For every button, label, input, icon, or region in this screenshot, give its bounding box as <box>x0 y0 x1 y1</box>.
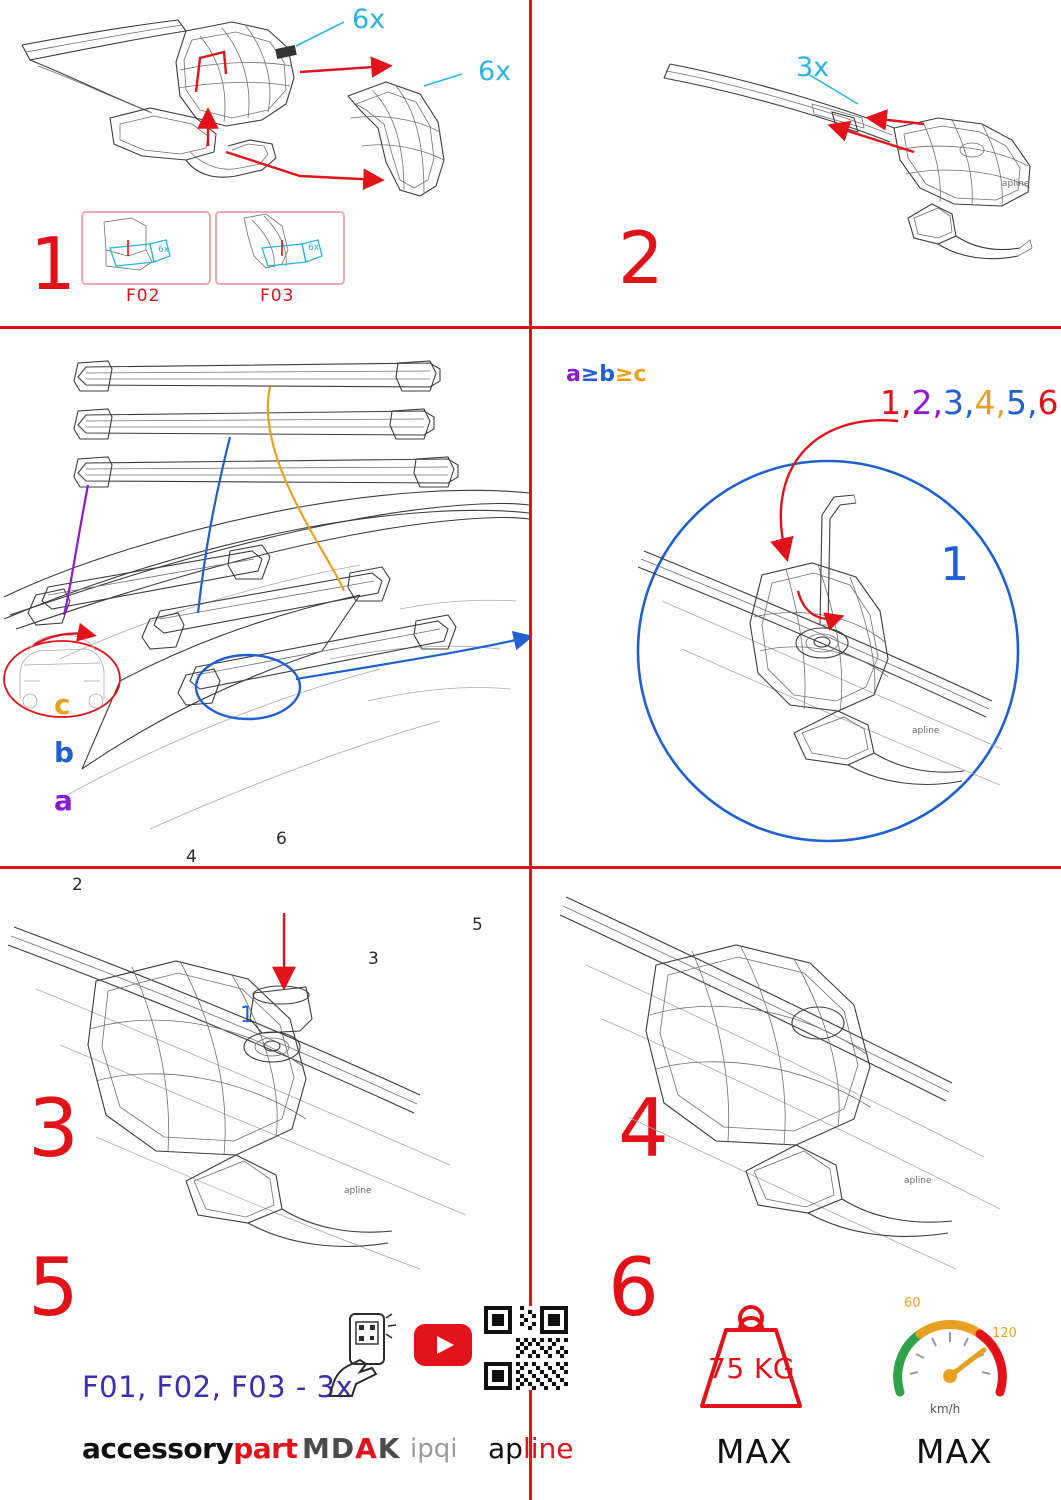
brand-apline-prefix: ap <box>488 1432 523 1465</box>
position-number-3: 3 <box>368 949 379 969</box>
qr-code-icon[interactable] <box>484 1306 568 1390</box>
step6-illustration <box>532 869 1061 1269</box>
qr-scan-hand-icon <box>326 1312 398 1398</box>
panel-step-2 <box>532 0 1061 326</box>
position-number-6: 6 <box>276 829 287 849</box>
step-number-6: 6 <box>608 1241 658 1334</box>
step-number-3: 3 <box>28 1082 78 1175</box>
brand-mdak-highlight: A <box>355 1432 378 1465</box>
tightening-sequence: 1,2,3,4,5,6 <box>880 383 1059 422</box>
panel-step-1 <box>0 0 529 326</box>
bar-letter-c: c <box>54 688 71 721</box>
speed-unit-label: km/h <box>930 1402 961 1416</box>
qty-label-6x-top: 6x <box>352 4 386 35</box>
youtube-icon[interactable] <box>414 1324 472 1366</box>
panel-step-5 <box>0 869 529 1269</box>
bar-length-inequality: a≥b≥c <box>566 362 647 387</box>
position-number-2: 2 <box>72 875 83 895</box>
brand-accessorypart <box>82 1432 297 1465</box>
svg-text:6x: 6x <box>308 243 320 253</box>
panel-step-3 <box>0 329 529 1175</box>
step-number-5: 5 <box>28 1241 78 1334</box>
weight-limit-value: 75 KG <box>708 1352 796 1385</box>
step4-callout-number: 1 <box>940 537 970 591</box>
part-code-f02: F02 <box>126 286 161 306</box>
bar-letter-b: b <box>54 736 75 769</box>
speed-max-label: MAX <box>916 1432 993 1471</box>
brand-apline-highlight: line <box>522 1432 574 1465</box>
position-number-5: 5 <box>472 915 483 935</box>
part-code-f03: F03 <box>260 286 295 306</box>
svg-text:apline: apline <box>912 726 940 736</box>
brand-accessorypart-highlight: part <box>233 1432 298 1465</box>
bar-letter-a: a <box>54 784 73 817</box>
parts-required-label: F01, F02, F03 - 3x <box>82 1370 354 1404</box>
svg-text:apline: apline <box>904 1176 932 1186</box>
step-number-4: 4 <box>618 1082 668 1175</box>
svg-text:apline: apline <box>1002 179 1030 189</box>
position-number-1: 1 <box>240 1003 254 1028</box>
brand-mdak-prefix: MD <box>302 1432 356 1465</box>
step-number-2: 2 <box>618 216 663 300</box>
panel-step-6 <box>532 869 1061 1269</box>
step-number-1: 1 <box>30 222 75 306</box>
brand-mdak-suffix: K <box>377 1432 401 1465</box>
weight-max-label: MAX <box>716 1432 793 1471</box>
svg-text:6x: 6x <box>158 245 170 255</box>
step5-illustration <box>0 869 529 1269</box>
step2-illustration <box>532 0 1061 326</box>
qty-label-6x-right: 6x <box>478 56 512 87</box>
step3-illustration <box>0 329 529 866</box>
position-number-4: 4 <box>186 847 197 867</box>
brand-mdak <box>302 1432 400 1465</box>
svg-text:apline: apline <box>344 1186 372 1196</box>
qty-label-3x: 3x <box>796 52 830 83</box>
gauge-tick-120: 120 <box>992 1326 1017 1341</box>
gauge-tick-60: 60 <box>904 1296 921 1311</box>
brand-apline <box>488 1432 573 1465</box>
brand-accessorypart-prefix: accessory <box>82 1432 234 1465</box>
panel-step-4 <box>532 329 1061 1175</box>
step1-illustration <box>0 0 529 326</box>
brand-ipqi: ipqi <box>410 1434 458 1464</box>
